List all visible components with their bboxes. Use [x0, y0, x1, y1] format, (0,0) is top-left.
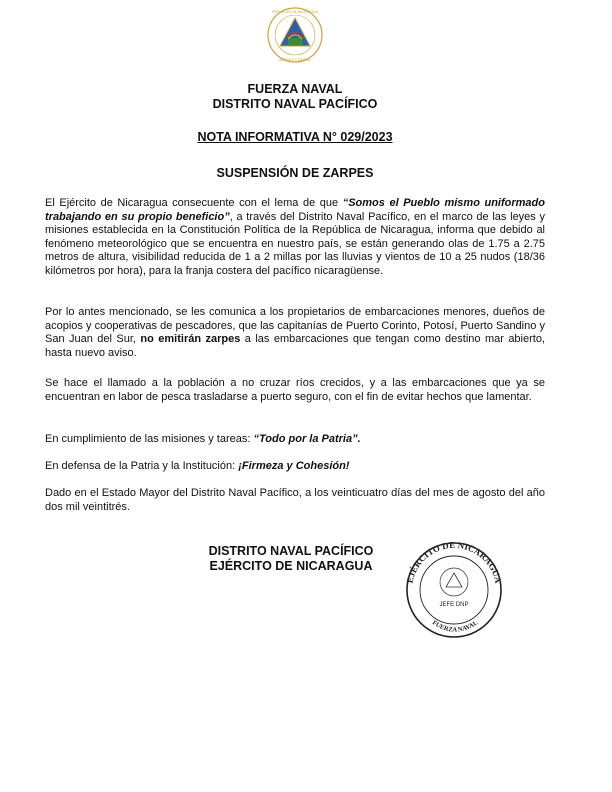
p4-text: En cumplimiento de las misiones y tareas: — [45, 433, 254, 445]
svg-text:AMÉRICA CENTRAL: AMÉRICA CENTRAL — [278, 58, 312, 62]
paragraph-1 — [45, 197, 545, 278]
svg-text:JEFE DNP: JEFE DNP — [439, 602, 469, 608]
svg-text:EJÉRCITO DE NICARAGUA: EJÉRCITO DE NICARAGUA — [404, 540, 504, 585]
p1-text-b: , a través del Distrito Naval Pacífico, en el marco de las leyes y misiones establecida en la Constitución Política de la República de Nicaragua, informa que debido al fenómeno meteorológico que se encuentra en nuestro país, se están generando olas de 1.75 a 2.75 metros de altura, visibilidad reducida de 1 a 2 millas por las lluvias y vientos de 10 a 25 nudos (18/36 kilómetros por hora), para la franja costera del pacífico nicaragüense. — [45, 210, 545, 277]
note-title: NOTA INFORMATIVA N° 029/2023 — [197, 130, 393, 144]
p2-text-a: Por lo antes mencionado, se les comunica a los propietarios de embarcaciones menores, dueños de acopios y cooperativas de pescadores, que las capitanías de Puerto Corinto, Potosí, Puerto Sandino y San Juan del Sur, — [45, 306, 545, 345]
note-subject: SUSPENSIÓN DE ZARPES — [216, 166, 374, 180]
p2-text-b: a las embarcaciones que tengan como destino mar abierto, hasta nuevo aviso. — [45, 333, 546, 359]
p1-text-a: El Ejército de Nicaragua consecuente con el lema de que — [45, 197, 343, 209]
svg-text:FUERZA NAVAL: FUERZA NAVAL — [430, 619, 480, 634]
paragraph-6: Dado en el Estado Mayor del Distrito Naval Pacífico, a los veinticuatro días del mes de agosto del año dos mil veintitrés. — [45, 487, 545, 513]
paragraph-2 — [45, 306, 545, 360]
paragraph-5 — [45, 460, 545, 474]
paragraph-4 — [45, 433, 545, 447]
p1-motto: “Somos el Pueblo mismo uniformado trabajando en su propio beneficio” — [45, 197, 545, 223]
p2-bold: no emitirán zarpes — [140, 333, 241, 345]
official-stamp — [398, 540, 510, 640]
p5-text: En defensa de la Patria y la Institución: — [45, 460, 239, 472]
p4-motto: “Todo por la Patria”. — [253, 433, 361, 445]
signature-line2: EJÉRCITO DE NICARAGUA — [209, 559, 373, 573]
signature-line1: DISTRITO NAVAL PACÍFICO — [208, 544, 374, 558]
svg-text:REPÚBLICA DE NICARAGUA: REPÚBLICA DE NICARAGUA — [272, 10, 318, 14]
paragraph-3: Se hace el llamado a la población a no cruzar ríos crecidos, y a las embarcaciones que ya se encuentran en labor de pesca trasladarse a puerto seguro, con el fin de evitar hechos que lamentar. — [45, 377, 545, 403]
p5-motto: ¡Firmeza y Cohesión! — [238, 460, 350, 472]
national-seal-logo — [260, 6, 330, 64]
org-name-line1: FUERZA NAVAL — [247, 82, 343, 96]
org-name-line2: DISTRITO NAVAL PACÍFICO — [212, 97, 378, 111]
